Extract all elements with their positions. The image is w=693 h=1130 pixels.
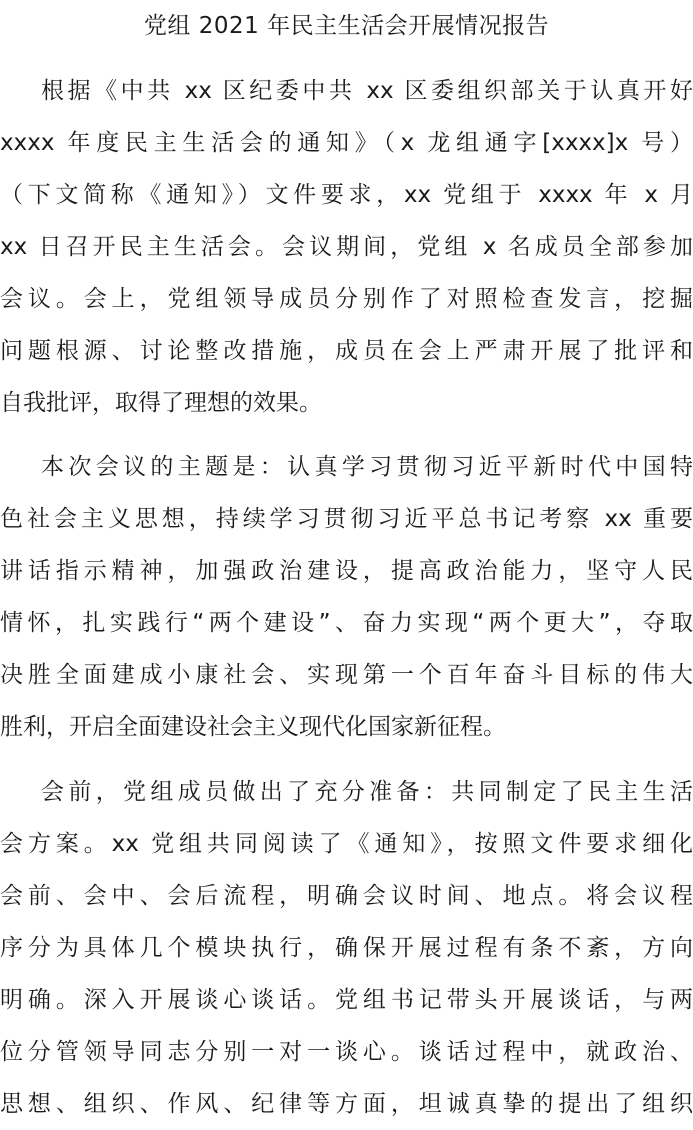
paragraph-line: 色社会主义思想，持续学习贯彻习近平总书记考察 xx 重要 xyxy=(0,506,693,532)
paragraph-3 xyxy=(0,766,693,1130)
paragraph-line: 根据《中共 xx 区纪委中共 xx 区委组织部关于认真开好 xyxy=(41,78,693,104)
paragraph-line: 讲话指示精神，加强政治建设，提高政治能力，坚守人民 xyxy=(0,558,693,584)
paragraph-line: 会前、会中、会后流程，明确会议时间、地点。将会议程 xyxy=(0,883,693,909)
paragraph-line: 胜利，开启全面建设社会主义现代化国家新征程。 xyxy=(0,714,506,740)
paragraph-line: 情怀，扎实践行“两个建设”、奋力实现“两个更大”，夺取 xyxy=(0,610,693,636)
paragraph-line: 会前，党组成员做出了充分准备：共同制定了民主生活 xyxy=(41,779,693,805)
paragraph-line: 本次会议的主题是：认真学习贯彻习近平新时代中国特 xyxy=(41,454,693,480)
paragraph-line: （下文简称《通知》）文件要求，xx 党组于 xxxx 年 x 月 xyxy=(0,182,693,208)
paragraph-line: 自我批评，取得了理想的效果。 xyxy=(0,390,322,416)
paragraph-1 xyxy=(0,65,693,429)
paragraph-line: 位分管领导同志分别一对一谈心。谈话过程中，就政治、 xyxy=(0,1039,693,1065)
paragraph-line: 明确。深入开展谈心谈话。党组书记带头开展谈话，与两 xyxy=(0,987,693,1013)
paragraph-line: 思想、组织、作风、纪律等方面，坦诚真挚的提出了组织 xyxy=(0,1091,693,1117)
paragraph-line: xx 日召开民主生活会。会议期间，党组 x 名成员全部参加 xyxy=(0,234,693,260)
paragraph-line: xxxx 年度民主生活会的通知》（x 龙组通字[xxxx]x 号） xyxy=(0,130,693,156)
document-title: 党组 2021 年民主生活会开展情况报告 xyxy=(143,13,550,39)
paragraph-line: 会议。会上，党组领导成员分别作了对照检查发言，挖掘 xyxy=(0,286,693,312)
paragraph-2 xyxy=(0,441,693,753)
paragraph-line: 决胜全面建成小康社会、实现第一个百年奋斗目标的伟大 xyxy=(0,662,693,688)
paragraph-line: 序分为具体几个模块执行，确保开展过程有条不紊，方向 xyxy=(0,935,693,961)
paragraph-line: 会方案。xx 党组共同阅读了《通知》，按照文件要求细化 xyxy=(0,831,693,857)
paragraph-line: 问题根源、讨论整改措施，成员在会上严肃开展了批评和 xyxy=(0,338,693,364)
